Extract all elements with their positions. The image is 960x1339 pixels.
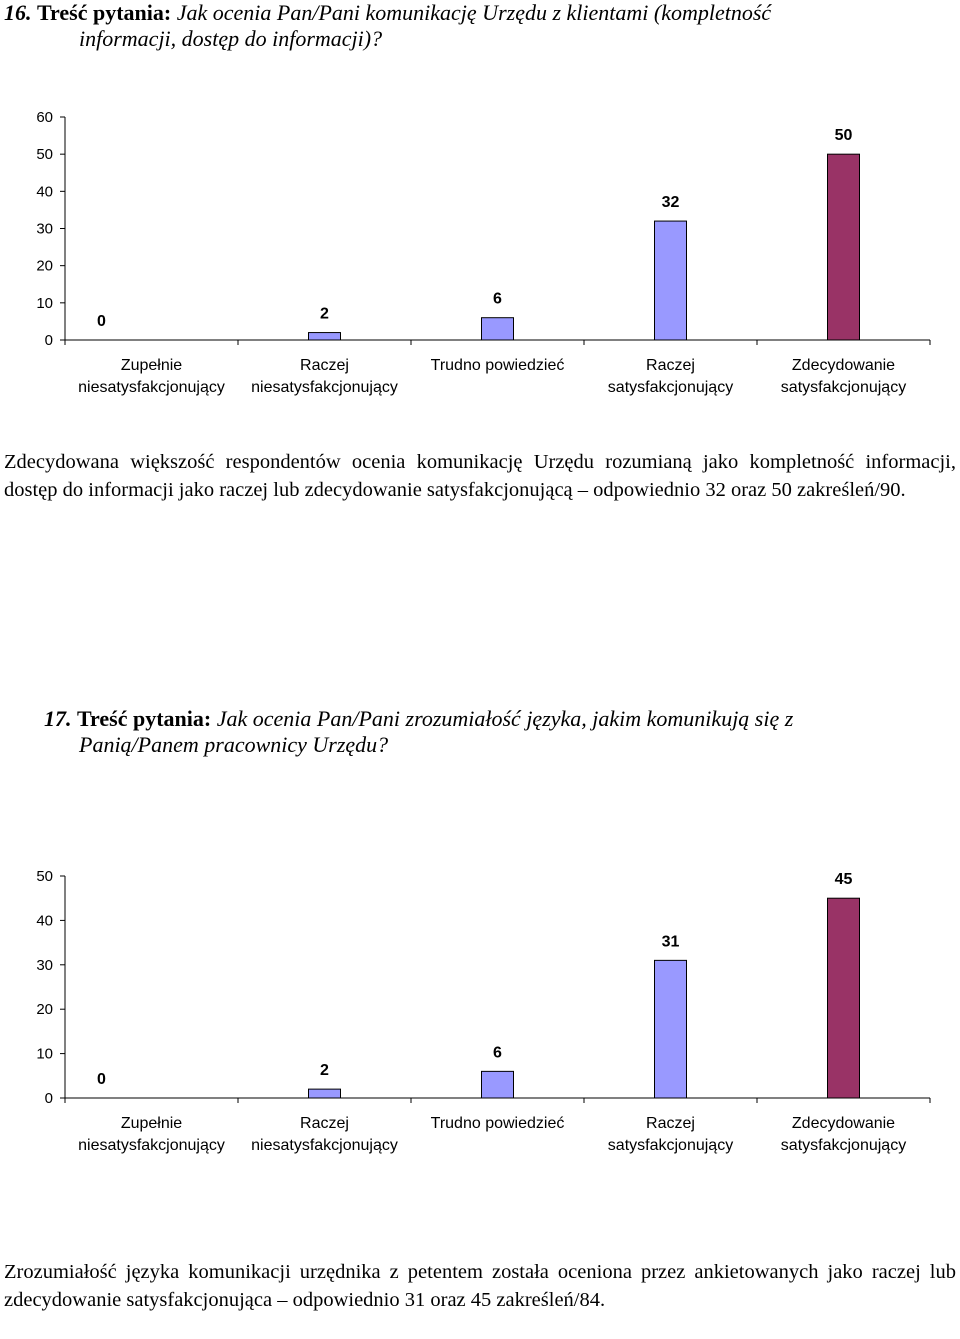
category-label: niesatysfakcjonujący (251, 379, 398, 396)
bar (482, 1071, 514, 1098)
category-label: niesatysfakcjonujący (78, 1137, 225, 1154)
category-label: Trudno powiedzieć (430, 357, 565, 374)
y-tick-label: 0 (44, 1090, 53, 1107)
y-tick-label: 30 (36, 220, 53, 238)
question-label: Treść pytania: (77, 706, 212, 731)
data-label: 6 (493, 290, 502, 308)
data-label: 31 (661, 933, 680, 951)
question-text-line1: Jak ocenia Pan/Pani komunikację Urzędu z klientami (kompletność (176, 0, 772, 25)
category-label: satysfakcjonujący (607, 379, 734, 396)
y-tick-label: 30 (36, 956, 53, 974)
question-number: 16. (4, 0, 32, 25)
bar (655, 960, 687, 1098)
y-tick-label: 10 (36, 1045, 53, 1063)
y-tick-label: 60 (36, 109, 53, 126)
data-label: 0 (97, 1071, 106, 1088)
category-label: Zdecydowanie (791, 1115, 896, 1132)
bar (828, 898, 860, 1098)
category-label: Raczej (646, 1115, 695, 1132)
category-label: Trudno powiedzieć (430, 1115, 565, 1132)
y-tick-label: 20 (36, 257, 53, 275)
y-tick-label: 50 (36, 868, 53, 885)
category-label: niesatysfakcjonujący (78, 379, 225, 396)
category-label: Raczej (300, 1115, 349, 1132)
y-tick-label: 20 (36, 1001, 53, 1019)
question-number: 17. (44, 706, 72, 731)
y-tick-label: 40 (36, 183, 53, 201)
data-label: 2 (320, 1062, 329, 1080)
data-label: 45 (834, 871, 853, 889)
y-tick-label: 40 (36, 912, 53, 930)
category-label: Raczej (300, 357, 349, 374)
bar (309, 1089, 341, 1098)
data-label: 0 (97, 313, 106, 330)
category-label: Zdecydowanie (791, 357, 896, 374)
data-label: 2 (320, 305, 329, 323)
summary-paragraph-q16: Zdecydowana większość respondentów ocenia komunikację Urzędu rozumianą jako kompletność informacji, dostęp do informacji jako raczej lub zdecydowanie satysfakcjonującą – odpowiednio 32 oraz 50 zakreśleń/90. (4, 451, 956, 501)
question-text-line2: Panią/Panem pracownicy Urzędu? (79, 732, 389, 757)
data-label: 50 (834, 127, 853, 145)
category-label: niesatysfakcjonujący (251, 1137, 398, 1154)
data-label: 32 (661, 194, 680, 212)
data-label: 6 (493, 1044, 502, 1062)
category-label: satysfakcjonujący (780, 379, 907, 396)
category-label: satysfakcjonujący (780, 1137, 907, 1154)
y-tick-label: 10 (36, 294, 53, 312)
category-label: satysfakcjonujący (607, 1137, 734, 1154)
category-label: Zupełnie (120, 357, 183, 374)
category-label: Raczej (646, 357, 695, 374)
question-text-line2: informacji, dostęp do informacji)? (79, 26, 383, 51)
y-tick-label: 0 (44, 332, 53, 349)
question-text-line1: Jak ocenia Pan/Pani zrozumiałość języka, jakim komunikują się z (216, 706, 794, 731)
category-label: Zupełnie (120, 1115, 183, 1132)
question-label: Treść pytania: (37, 0, 172, 25)
summary-paragraph-q17: Zrozumiałość języka komunikacji urzędnika z petentem została oceniona przez ankietowanych jako raczej lub zdecydowanie satysfakcjonująca – odpowiednio 31 oraz 45 zakreśleń/84. (4, 1261, 956, 1311)
y-tick-label: 50 (36, 146, 53, 164)
